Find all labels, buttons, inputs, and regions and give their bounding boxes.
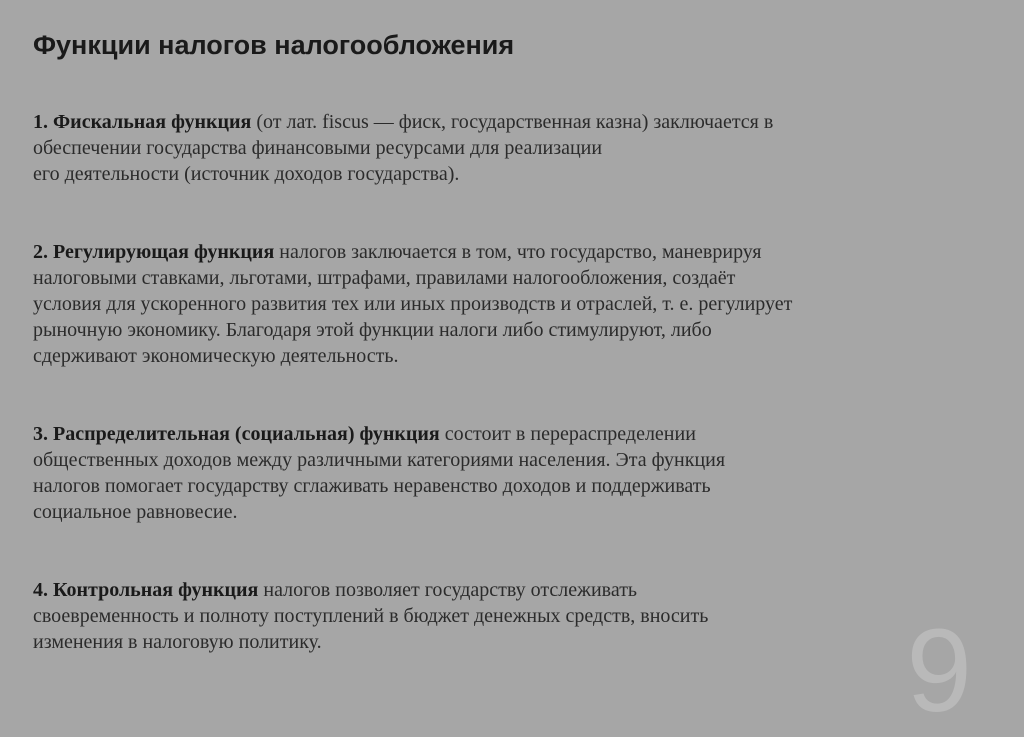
paragraph-line: социальное равновесие. (33, 501, 238, 523)
paragraph-line (33, 239, 993, 265)
paragraph-line (33, 577, 993, 603)
paragraph-line: своевременность и полноту поступлений в бюджет денежных средств, вносить (33, 605, 709, 627)
paragraph-line: рыночную экономику. Благодаря этой функции налоги либо стимулируют, либо (33, 319, 712, 341)
paragraph-text: налогов позволяет государству отслеживать (258, 579, 638, 601)
slide-page-number: 9 (906, 605, 972, 737)
paragraph-text: (от лат. fiscus — фиск, государственная казна) заключается в (251, 111, 774, 133)
paragraph-line: его деятельности (источник доходов государства). (33, 163, 460, 185)
paragraph-heading: Регулирующая функция (53, 241, 275, 263)
paragraph-fiscal (33, 109, 993, 187)
paragraph-heading: Контрольная функция (53, 579, 259, 601)
paragraph-heading: Фискальная функция (53, 111, 252, 133)
paragraph-line (33, 109, 993, 135)
slide-title: Функции налогов налогообложения (33, 30, 515, 60)
paragraph-line: налогов помогает государству сглаживать неравенство доходов и поддерживать (33, 475, 711, 497)
paragraph-text: состоит в перераспределении (439, 423, 696, 445)
paragraph-line: изменения в налоговую политику. (33, 631, 322, 653)
paragraph-distributive (33, 421, 993, 525)
paragraph-line (33, 421, 993, 447)
paragraph-number: 4. (33, 579, 48, 601)
paragraph-regulating (33, 239, 993, 369)
paragraph-line: общественных доходов между различными категориями населения. Эта функция (33, 449, 726, 471)
paragraph-number: 3. (33, 423, 48, 445)
paragraph-line: обеспечении государства финансовыми ресурсами для реализации (33, 137, 603, 159)
paragraph-line: налоговыми ставками, льготами, штрафами, правилами налогообложения, создаёт (33, 267, 736, 289)
paragraph-text: налогов заключается в том, что государство, маневрируя (274, 241, 762, 263)
paragraph-line: условия для ускоренного развития тех или иных производств и отраслей, т. е. регулирует (33, 293, 793, 315)
paragraph-number: 1. (33, 111, 48, 133)
paragraph-control (33, 577, 993, 655)
paragraph-number: 2. (33, 241, 48, 263)
slide-body (33, 109, 993, 655)
paragraph-line: сдерживают экономическую деятельность. (33, 345, 399, 367)
paragraph-heading: Распределительная (социальная) функция (53, 423, 440, 445)
